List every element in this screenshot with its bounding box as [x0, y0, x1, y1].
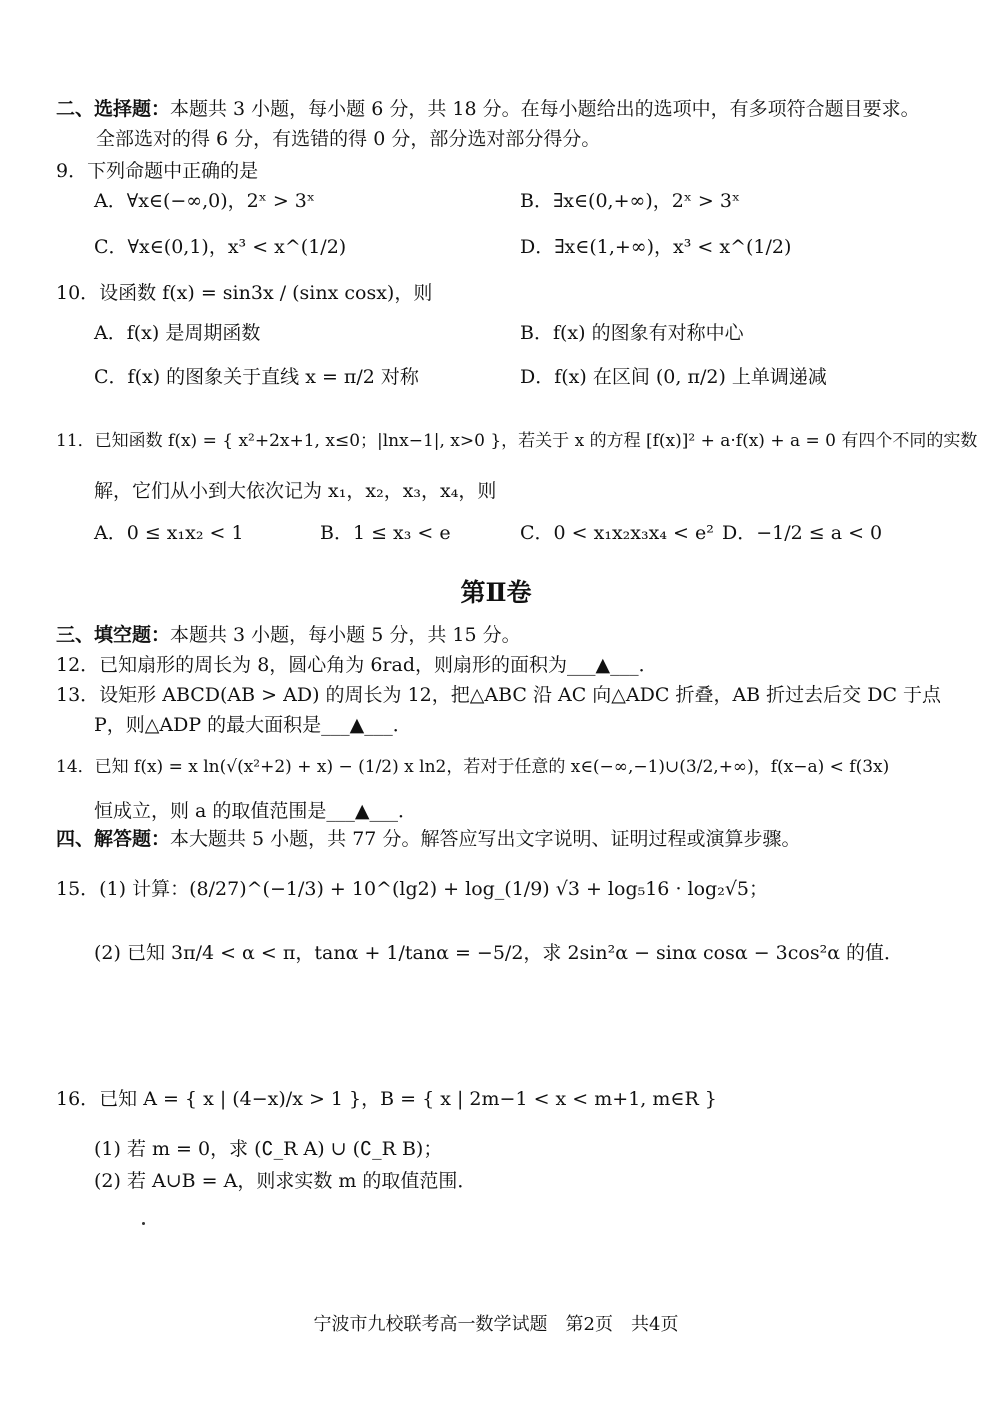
q9-option-d: D．∃x∈(1,+∞)，x³ < x^(1/2) [520, 236, 792, 258]
section3-header [56, 622, 521, 648]
stray-mark [142, 1222, 145, 1225]
q16-part2: (2) 若 A∪B = A，则求实数 m 的取值范围． [94, 1170, 477, 1192]
q16-part1: (1) 若 m = 0，求 (∁_R A) ∪ (∁_R B)； [94, 1138, 443, 1160]
q11-option-c: C．0 < x₁x₂x₃x₄ < e² [520, 522, 714, 544]
page-footer: 宁波市九校联考高一数学试题 第2页 共4页 [313, 1314, 679, 1335]
q9-stem: 9．下列命题中正确的是 [56, 160, 259, 182]
q11-stem-line2: 解，它们从小到大依次记为 x₁，x₂，x₃，x₄，则 [94, 480, 497, 502]
section2-heading: 二、选择题： [56, 98, 171, 120]
section2-header [56, 96, 920, 122]
section4-heading: 四、解答题： [56, 828, 171, 850]
q10-option-c: C．f(x) 的图象关于直线 x = π/2 对称 [94, 366, 419, 388]
q11-option-b: B．1 ≤ x₃ < e [320, 522, 451, 544]
q14-line1: 14．已知 f(x) = x ln(√(x²+2) + x) − (1/2) x ln2，若对于任意的 x∈(−∞,−1)∪(3/2,+∞)，f(x−a) < f(3x) [56, 757, 890, 777]
q16-stem: 16．已知 A = { x | (4−x)/x > 1 }，B = { x | 2m−1 < x < m+1, m∈R } [56, 1088, 717, 1110]
section4-header [56, 826, 800, 852]
q11-option-a: A．0 ≤ x₁x₂ < 1 [94, 522, 244, 544]
q14-line2: 恒成立，则 a 的取值范围是___▲___． [94, 800, 418, 822]
part2-title: 第Ⅱ卷 [460, 578, 532, 607]
q10-stem: 10．设函数 f(x) = sin3x / (sinx cosx)，则 [56, 282, 433, 304]
q11-option-d: D．−1/2 ≤ a < 0 [722, 522, 883, 544]
section2-text: 本题共 3 小题，每小题 6 分，共 18 分。在每小题给出的选项中，有多项符合题目要求。 [170, 98, 920, 120]
q10-option-b: B．f(x) 的图象有对称中心 [520, 322, 744, 344]
section3-text: 本题共 3 小题，每小题 5 分，共 15 分。 [170, 624, 521, 646]
section2-line2: 全部选对的得 6 分，有选错的得 0 分，部分选对部分得分。 [96, 128, 601, 150]
q15-part2: (2) 已知 3π/4 < α < π，tanα + 1/tanα = −5/2，求 2sin²α − sinα cosα − 3cos²α 的值． [94, 942, 904, 964]
section4-text: 本大题共 5 小题，共 77 分。解答应写出文字说明、证明过程或演算步骤。 [170, 828, 801, 850]
q12-text: 12．已知扇形的周长为 8，圆心角为 6rad，则扇形的面积为___▲___． [56, 654, 658, 676]
q10-option-d: D．f(x) 在区间 (0, π/2) 上单调递减 [520, 366, 827, 388]
q15-part1: 15．(1) 计算：(8/27)^(−1/3) + 10^(lg2) + log_(1/9) √3 + log₅16 · log₂√5； [56, 878, 769, 900]
q9-option-b: B．∃x∈(0,+∞)，2ˣ > 3ˣ [520, 190, 741, 212]
q13-line1: 13．设矩形 ABCD(AB > AD) 的周长为 12，把△ABC 沿 AC 向△ADC 折叠，AB 折过去后交 DC 于点 [56, 684, 942, 706]
q11-stem-line1: 11．已知函数 f(x) = { x²+2x+1, x≤0；|lnx−1|, x>0 }，若关于 x 的方程 [f(x)]² + a·f(x) + a = 0 有四个不同的实数 [56, 431, 978, 451]
q13-line2: P，则△ADP 的最大面积是___▲___． [94, 714, 412, 736]
q9-option-c: C．∀x∈(0,1)，x³ < x^(1/2) [94, 236, 347, 258]
q9-option-a: A．∀x∈(−∞,0)，2ˣ > 3ˣ [94, 190, 315, 212]
section3-heading: 三、填空题： [56, 624, 171, 646]
q10-option-a: A．f(x) 是周期函数 [94, 322, 261, 344]
